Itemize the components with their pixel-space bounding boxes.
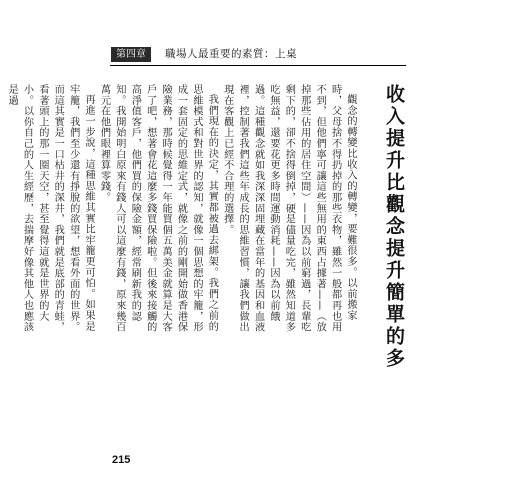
paragraph: 再進一步說，這種思維其實比牢籠更可怕。如果是牢籠，我們至少還有掙脫的欲望，想看外面的世界。而這其實是一口枯井的深井，我們就是底部的青蛙，看著頭上的那一圈天空，甚至覺得這就是世界的大小。以你自己的人生經歷，去揣摩好像其他人也應該是過	[6, 84, 95, 333]
chapter-title: 職場人最重要的素質：上桌	[165, 48, 297, 60]
body-text	[6, 84, 358, 334]
chapter-tag: 第四章	[111, 47, 151, 62]
header-divider	[110, 65, 406, 66]
page-number: 215	[112, 454, 131, 466]
paragraph: 我們現在的決定，其實都被過去綁架。我們之前的思維模式和對世界的認知，就像一個思想的牢籠，形成一套固定的思維定式，就像之前的剛開始做香港保險業務，那時候覺得一年能買個五萬美金就算是大客戶了吧，想著會花這麼多錢買保險啦。但後來接觸的高淨值客戶，他們買的保險金額，經常刷新我的認知。我開始明白原來有錢人可以這麼有錢，原來幾百萬元在他們眼裡算零錢。	[98, 84, 218, 333]
section-title: 收入提升比觀念提升簡單的多	[383, 84, 405, 370]
paragraph: 觀念的轉變比收入的轉變，要難很多。以前搬家時，父母捨不得扔掉的那些衣物，雖然一般都再也用不到，但他們寧可讓這些無用的東西占據著——（放掉那些佔用的居住空間）——因為以前窮過，長輩吃剩下的，卻不捨得倒掉，硬是儘量吃完，雖然知道多吃無益，還要花更多時間運動消耗——因為以前餓過。這種觀念就如我深深固埋藏在當年的基因和血液裡，控制著我們這些年成長的思維習慣，讓我們做出現在客觀上已經不合理的選擇。	[221, 84, 356, 333]
